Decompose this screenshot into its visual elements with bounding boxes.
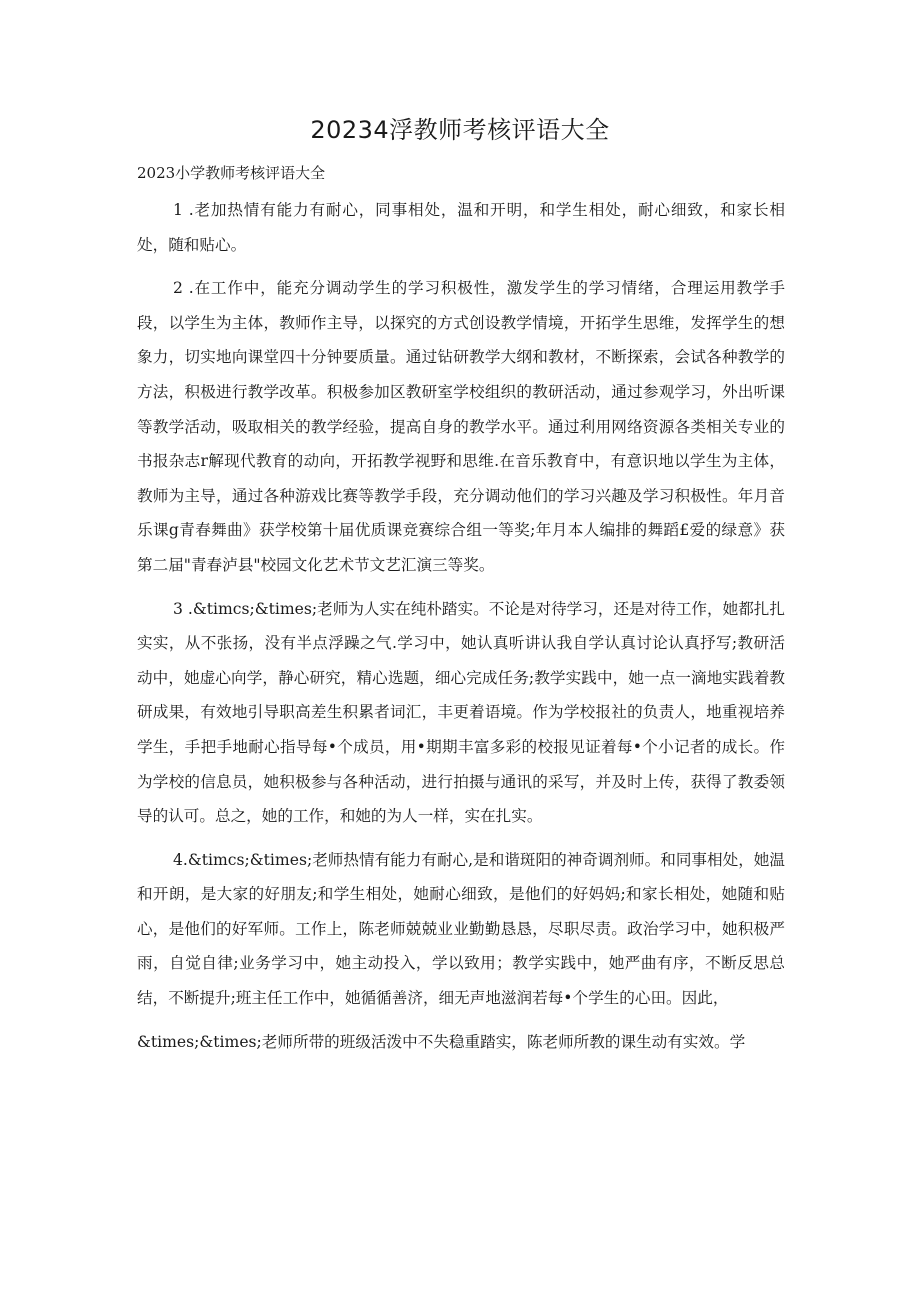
paragraph-3: 3 .&timcs;&times;老师为人实在纯朴踏实。不论是对待学习，还是对待工作，她都扎扎实实，从不张扬，没有半点浮躁之气.学习中，她认真听讲认我自学认真讨论认真抒写;教研活动中，她虚心向学，静心研究，精心选题，细心完成任务;教学实践中，她一点一滴地实践着教研成果，有效地引导职高差生积累者词汇，丰更着语境。作为学校报社的负责人，地重视培养学生，手把手地耐心指导每•个成员，用•期期丰富多彩的校报见证着每•个小记者的成长。作为学校的信息员，她积极参与各种活动，进行拍摄与通讯的采写，并及时上传，获得了教委领导的认可。总之，她的工作，和她的为人一样，实在扎实。 — [137, 599, 785, 826]
paragraph-1: 1 .老加热情有能力有耐心，同事相处，温和开明，和学生相处，耐心细致，和家长相处，随和贴心。 — [137, 201, 785, 254]
document-body — [137, 193, 785, 1068]
document-title: 20234浮教师考核评语大全 — [310, 116, 610, 144]
paragraph-2: 2 .在工作中，能充分调动学生的学习积极性，激发学生的学习情绪，合理运用教学手段，以学生为主体，教师作主导，以探究的方式创设教学情境，开拓学生思维，发挥学生的想象力，切实地向课堂四十分钟要质量。通过钻研教学大纲和教材，不断探索，会试各种教学的方法，积极进行教学改革。积极参加区教研室学校组织的教研活动，通过参观学习，外出听课等教学活动，吸取相关的教学经验，提高自身的教学水平。通过利用网络资源各类相关专业的书报杂志r解现代教育的动向，开拓教学视野和思维.在音乐教育中，有意识地以学生为主体，教师为主导，通过各种游戏比赛等教学手段，充分调动他们的学习兴趣及学习积极性。年月音乐课g青春舞曲》获学校第十届优质课竞赛综合组一等奖;年月本人编排的舞蹈£爱的绿意》获第二届"青春泸县"校园文化艺术节文艺汇演三等奖。 — [137, 279, 785, 574]
document-subtitle: 2023小学教师考核评语大全 — [137, 164, 326, 182]
paragraph-5: &times;&times;老师所带的班级活泼中不失稳重踏实，陈老师所教的课生动有实效。学 — [137, 1032, 746, 1051]
paragraph-4: 4.&timcs;&times;老师热情有能力有耐心,是和谐斑阳的神奇调剂师。和同事相处，她温和开朗，是大家的好朋友;和学生相处，她耐心细致，是他们的好妈妈;和家长相处，她随和贴心，是他们的好军师。工作上，陈老师兢兢业业勤勤恳恳，尽职尽责。政治学习中，她积极严雨，自觉自律;业务学习中，她主动投入，学以致用；教学实践中，她严曲有序，不断反思总结，不断提升;班主任工作中，她循循善济，细无声地滋润若每•个学生的心田。因此， — [137, 850, 785, 1008]
